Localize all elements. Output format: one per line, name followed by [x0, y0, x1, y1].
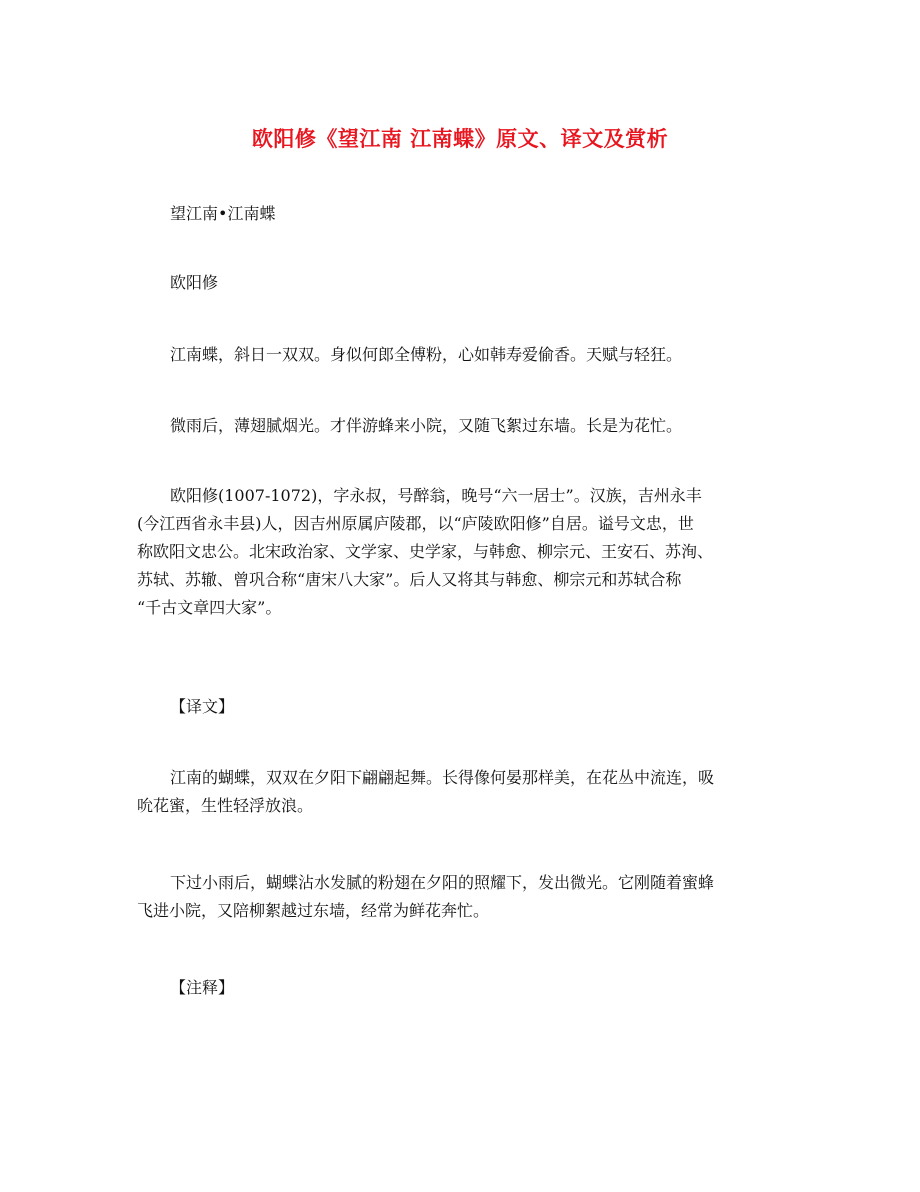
translation-paragraph-2 [137, 869, 789, 925]
translation-paragraph-1 [137, 764, 789, 820]
poem-stanza-2: 微雨后，薄翅腻烟光。才伴游蜂来小院，又随飞絮过东墙。长是为花忙。 [170, 416, 683, 435]
document-title: 欧阳修《望江南 江南蝶》原文、译文及赏析 [251, 126, 669, 151]
author-biography [137, 482, 789, 622]
bio-line: “千古文章四大家”。 [137, 598, 282, 617]
translation-heading: 【译文】 [170, 697, 235, 716]
bio-line: 称欧阳文忠公。北宋政治家、文学家、史学家，与韩愈、柳宗元、王安石、苏洵、 [137, 542, 714, 561]
bio-line: (今江西省永丰县)人，因吉州原属庐陵郡，以“庐陵欧阳修”自居。谥号文忠，世 [137, 514, 694, 533]
bio-line: 欧阳修(1007-1072)，字永叔，号醉翁，晚号“六一居士”。汉族，吉州永丰 [170, 486, 702, 505]
poem-stanza-1: 江南蝶，斜日一双双。身似何郎全傅粉，心如韩寿爱偷香。天赋与轻狂。 [170, 345, 683, 364]
translation-line: 下过小雨后，蝴蝶沾水发腻的粉翅在夕阳的照耀下，发出微光。它刚随着蜜蜂 [170, 873, 715, 892]
author-name: 欧阳修 [170, 273, 219, 292]
translation-line: 吮花蜜，生性轻浮放浪。 [137, 796, 314, 815]
translation-line: 江南的蝴蝶，双双在夕阳下翩翩起舞。长得像何晏那样美，在花丛中流连，吸 [170, 768, 715, 787]
translation-line: 飞进小院，又陪柳絮越过东墙，经常为鲜花奔忙。 [137, 901, 490, 920]
notes-heading: 【注释】 [170, 978, 235, 997]
poem-title: 望江南•江南蝶 [170, 204, 276, 223]
bio-line: 苏轼、苏辙、曾巩合称“唐宋八大家”。后人又将其与韩愈、柳宗元和苏轼合称 [137, 570, 682, 589]
